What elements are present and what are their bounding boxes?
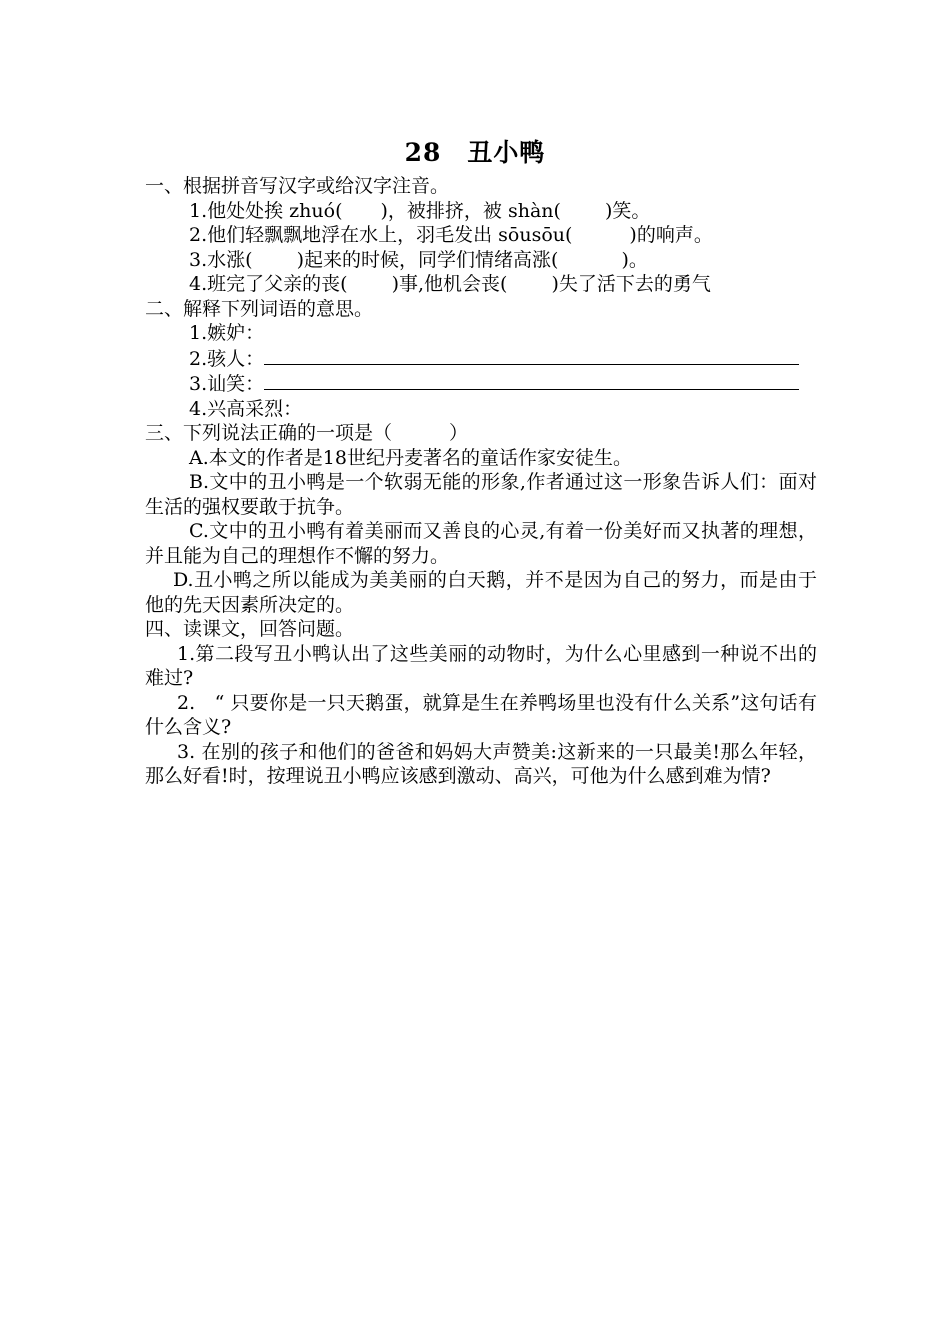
- section3-option-a: A.本文的作者是18世纪丹麦著名的童话作家安徒生。: [189, 446, 632, 469]
- section1-question-1: 1.他处处挨 zhuó( )，被排挤，被 shàn( )笑。: [189, 199, 651, 222]
- section2-item-3: [145, 371, 817, 397]
- section2-item-4-label: 4.兴高采烈：: [189, 397, 303, 420]
- worksheet-content: [145, 174, 817, 789]
- section2-item-1: [145, 321, 817, 346]
- section3-heading: 三、下列说法正确的一项是（ ）: [145, 422, 469, 444]
- section2-item-2-label: 2.骇人：: [189, 347, 265, 370]
- answer-blank-line[interactable]: [264, 346, 799, 365]
- section1-question-2: 2.他们轻飘飘地浮在水上，羽毛发出 sōusōu( )的响声。: [189, 224, 713, 246]
- section1-question-3: 3.水涨( )起来的时候，同学们情绪高涨( )。: [189, 248, 648, 271]
- section4-question-2: 2. “ 只要你是一只天鹅蛋，就算是生在养鸭场里也没有什么关系”这句话有什么含义?: [145, 691, 817, 738]
- section4-question-3: 3. 在别的孩子和他们的爸爸和妈妈大声赞美:这新来的一只最美!那么年轻，那么好看!时，按理说丑小鸭应该感到激动、高兴，可他为什么感到难为情?: [145, 740, 817, 787]
- section1-heading: 一、根据拼音写汉字或给汉字注音。: [145, 175, 450, 197]
- section3-option-c: C.文中的丑小鸭有着美丽而又善良的心灵,有着一份美好而又执著的理想，并且能为自己的理想作不懈的努力。: [145, 520, 817, 567]
- section2-item-4: [145, 397, 817, 422]
- answer-blank-line[interactable]: [264, 371, 799, 390]
- section3-option-b: B.文中的丑小鸭是一个软弱无能的形象,作者通过这一形象告诉人们：面对生活的强权要敢于抗争。: [145, 471, 817, 518]
- section2-heading: 二、解释下列词语的意思。: [145, 297, 374, 320]
- section2-item-1-label: 1.嫉妒：: [189, 322, 265, 344]
- section4-question-1: 1.第二段写丑小鸭认出了这些美丽的动物时，为什么心里感到一种说不出的难过?: [145, 642, 817, 689]
- section4-heading: 四、读课文，回答问题。: [145, 618, 355, 640]
- section2-item-3-label: 3.讪笑：: [189, 373, 265, 395]
- section1-question-4: 4.班完了父亲的丧( )事,他机会丧( )失了活下去的勇气: [189, 273, 711, 295]
- section3-option-d: D.丑小鸭之所以能成为美美丽的白天鹅，并不是因为自己的努力，而是由于他的先天因素所决定的。: [145, 569, 817, 616]
- page-title: 28 丑小鸭: [404, 138, 546, 167]
- section2-item-2: [145, 346, 817, 372]
